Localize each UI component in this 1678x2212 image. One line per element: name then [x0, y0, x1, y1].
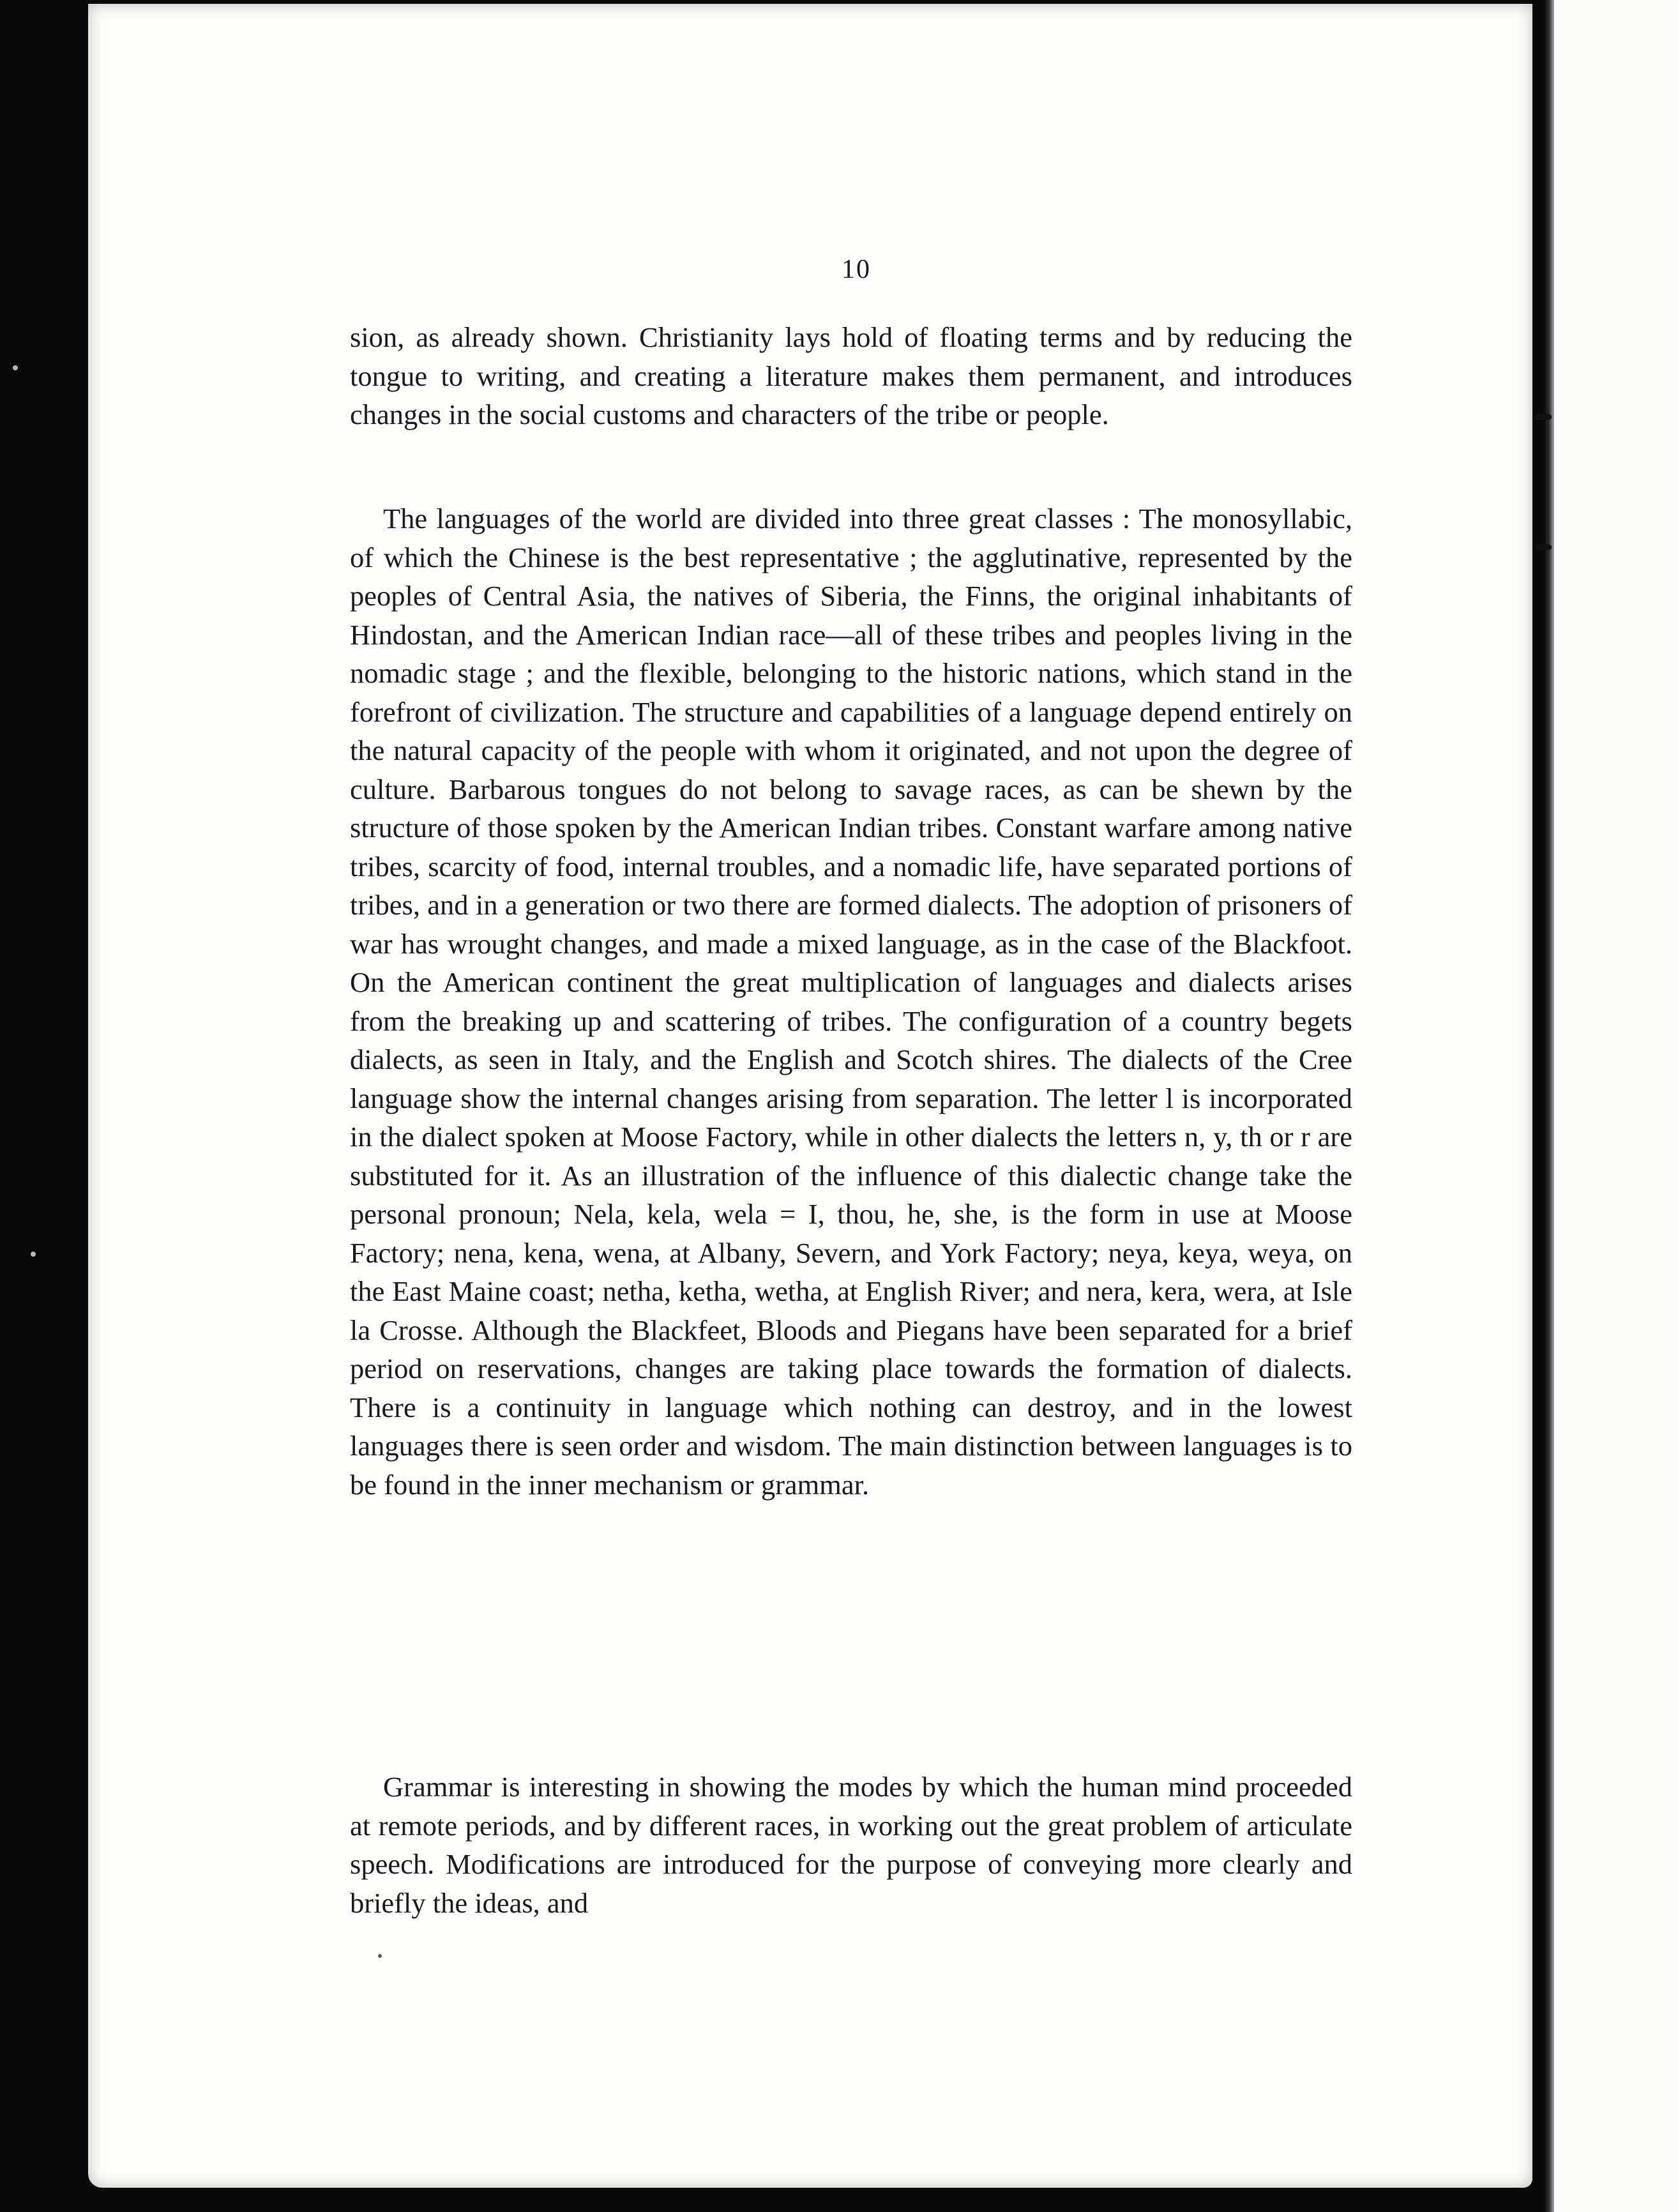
facing-page-edge [1545, 0, 1678, 2212]
paragraph-1 [350, 318, 1352, 434]
page-number: 10 [842, 255, 871, 284]
margin-mark-top [1535, 414, 1552, 420]
paragraph-text: Grammar is interesting in showing the modes by which the human mind proceeded at remote periods, and by different races, in working out the great problem of articulate speech. Modifications are introduced for the purpose of conveying more clearly and briefly the ideas, and [350, 1771, 1352, 1919]
paragraph-text: The languages of the world are divided into three great classes : The monosyllabic, of which the Chinese is the best representative ; the agglutinative, represented by the peoples of Central Asia, the natives of Siberia, the Finns, the original inhabitants of Hindostan, and the American Indian race—all of these tribes and peoples living in the nomadic stage ; and the flexible, belonging to the historic nations, which stand in the forefront of civilization. The structure and capabilities of a language depend entirely on the natural capacity of the people with whom it originated, and not upon the degree of culture. Barbarous tongues do not belong to savage races, as can be shewn by the structure of those spoken by the American Indian tribes. Constant warfare among native tribes, scarcity of food, internal troubles, and a nomadic life, have separated portions of tribes, and in a generation or two there are formed dialects. The adoption of prisoners of war has wrought changes, and made a mixed language, as in the case of the Blackfoot. On the American continent the great multiplication of languages and dialects arises from the breaking up and scattering of tribes. The configuration of a country begets dialects, as seen in Italy, and the English and Scotch shires. The dialects of the Cree language show the internal changes arising from separation. The letter l is incorporated in the dialect spoken at Moose Factory, while in other dialects the letters n, y, th or r are substituted for it. As an illustration of the influence of this dialectic change take the personal pronoun; Nela, kela, wela = I, thou, he, she, is the form in use at Moose Factory; nena, kena, wena, at Albany, Severn, and York Factory; neya, keya, weya, on the East Maine coast; netha, ketha, wetha, at English River; and nera, kera, wera, at Isle la Crosse. Although the Blackfeet, Bloods and Piegans have been separated for a brief period on reservations, changes are taking place towards the formation of dialects. There is a continuity in language which nothing can destroy, and in the lowest languages there is seen order and wisdom. The main distinction between languages is to be found in the inner mechanism or grammar. [350, 503, 1352, 1501]
page-fold [1545, 0, 1554, 2212]
margin-mark-bottom [1535, 544, 1552, 550]
scan-speck [378, 1954, 382, 1958]
scan-speck [31, 1252, 36, 1257]
paragraph-3 [350, 1768, 1352, 1922]
scan-speck [13, 365, 18, 370]
paragraph-2 [350, 499, 1352, 1504]
paragraph-text: sion, as already shown. Christianity lays hold of floating terms and by reducing the tongue to writing, and creating a literature makes them permanent, and introduces changes in the social customs and characters of the tribe or people. [350, 321, 1352, 430]
margin-mark-stem [1546, 409, 1548, 553]
